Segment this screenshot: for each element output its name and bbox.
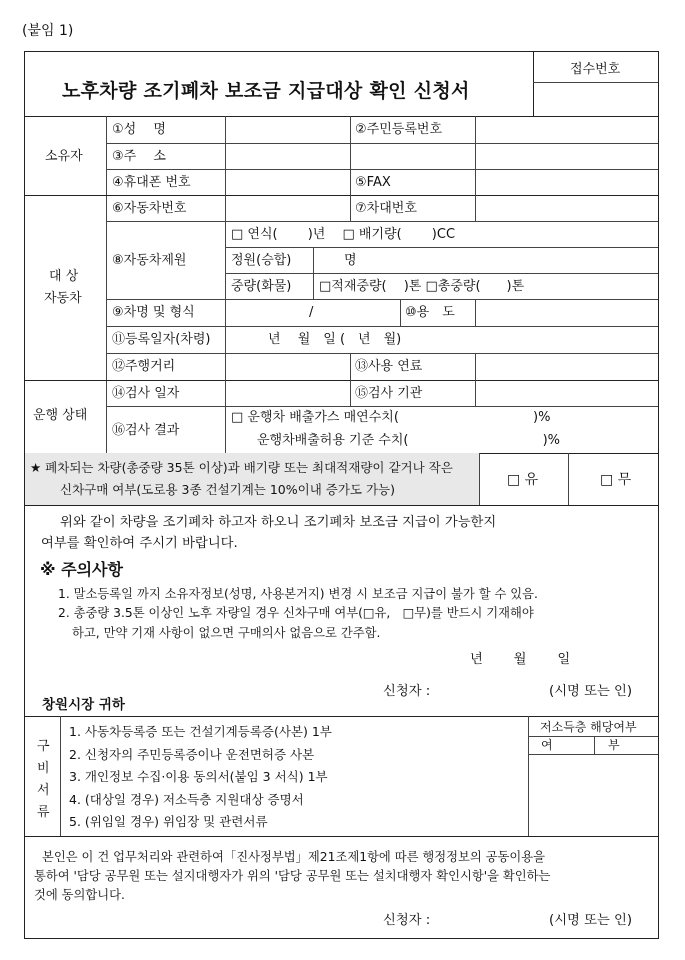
inspection-result-label: ⑯검사 결과 bbox=[112, 423, 180, 438]
fuel-field[interactable] bbox=[476, 355, 657, 379]
mileage-field[interactable] bbox=[226, 355, 349, 379]
fax-field[interactable] bbox=[476, 171, 657, 195]
address-field[interactable] bbox=[226, 145, 657, 169]
purchase-no-checkbox[interactable]: □ 무 bbox=[600, 472, 632, 488]
purchase-notice-line1: ★ 폐차되는 차량(총중량 35톤 이상)과 배기량 또는 최대적재량이 같거나 작은 bbox=[30, 460, 453, 475]
resident-no-label: ②주민등록번호 bbox=[355, 122, 443, 137]
capacity-label: 정원(승합) bbox=[231, 253, 292, 268]
document-item: 1. 사동차등록증 또는 건설기계등록증(사본) 1부 bbox=[69, 724, 332, 739]
form-title: 노후차량 조기폐차 보조금 지급대상 확인 신청서 bbox=[62, 80, 470, 102]
owner-name-label: ①성 명 bbox=[112, 122, 166, 137]
request-text-line2: 여부를 확인하여 주시기 바랍니다. bbox=[41, 536, 238, 551]
reg-date-label: ⑪등록일자(차령) bbox=[112, 332, 211, 347]
document-item: 3. 개인정보 수집·이용 동의서(붙임 3 서식) 1부 bbox=[69, 769, 328, 784]
usage-field[interactable] bbox=[476, 301, 657, 325]
signature-label[interactable]: (시명 또는 인) bbox=[549, 684, 633, 699]
address-label: ③주 소 bbox=[112, 149, 166, 164]
model-label: ⑨차명 및 형식 bbox=[112, 305, 195, 320]
phone-label: ④휴대폰 번호 bbox=[112, 175, 191, 190]
recipient-label: 창원시장 귀하 bbox=[42, 697, 125, 713]
car-no-label: ⑥자동차번호 bbox=[112, 201, 187, 216]
model-slash: / bbox=[309, 305, 314, 320]
mileage-label: ⑫주행거리 bbox=[112, 359, 176, 374]
purchase-notice-line2: 신차구매 여부(도로용 3종 건설기계는 10%이내 증가도 가능) bbox=[60, 482, 395, 497]
weight-label: 중량(화물) bbox=[231, 279, 292, 294]
consent-signature-label[interactable]: (시명 또는 인) bbox=[549, 913, 633, 928]
fuel-label: ⑬사용 연료 bbox=[355, 359, 423, 374]
purchase-yes-checkbox[interactable]: □ 유 bbox=[507, 472, 539, 488]
phone-field[interactable] bbox=[226, 171, 349, 195]
documents-section-char-1: 구 bbox=[37, 739, 50, 754]
inspection-date-field[interactable] bbox=[226, 382, 349, 406]
car-no-field[interactable] bbox=[226, 197, 349, 221]
low-income-no[interactable]: 부 bbox=[608, 738, 620, 752]
inspection-agency-field[interactable] bbox=[476, 382, 657, 406]
weight-text[interactable]: □적재중량( )톤 □총중량( )톤 bbox=[319, 279, 525, 294]
consent-line1: 본인은 이 건 업무처리와 관련하여「진사정부법」제21조제1항에 따른 행정정보의 공동이용을 bbox=[42, 850, 546, 864]
inspection-date-label: ⑭검사 일자 bbox=[112, 386, 180, 401]
resident-no-field[interactable] bbox=[476, 119, 657, 143]
caution-item-1: 1. 말소등록일 까지 소유자정보(성명, 사용본거지) 변경 시 보조금 지급이 불가 할 수 있음. bbox=[58, 587, 538, 601]
documents-section-char-2: 비 bbox=[37, 761, 50, 776]
caution-title: ※ 주의사항 bbox=[40, 560, 123, 579]
low-income-label: 저소득층 해당여부 bbox=[540, 720, 637, 734]
fax-label: ⑤FAX bbox=[355, 175, 391, 190]
title-bottom-line bbox=[25, 116, 658, 117]
caution-item-2b: 하고, 만약 기재 사항이 없으면 구매의사 없음으로 간주함. bbox=[72, 626, 381, 640]
document-item: 5. (위임일 경우) 위임장 및 관련서류 bbox=[69, 814, 268, 829]
owner-section-label: 소유자 bbox=[45, 149, 83, 164]
consent-applicant-label: 신청자 : bbox=[383, 913, 431, 928]
owner-name-field[interactable] bbox=[226, 119, 349, 143]
year-displacement-text[interactable]: □ 연식( )년 □ 배기량( )CC bbox=[231, 227, 456, 242]
applicant-label: 신청자 : bbox=[383, 684, 431, 699]
consent-line2: 통하여 '담당 공무원 또는 설지대행자가 위의 '담당 공무원 또는 설치대행자 확인시항'을 확인하는 bbox=[34, 869, 551, 883]
emission-value-text[interactable]: □ 운행차 배출가스 매연수치( )% bbox=[231, 410, 551, 425]
vehicle-section-label-1: 대 상 bbox=[49, 269, 79, 284]
document-item: 2. 신청자의 주민등록증이나 운전면허증 사본 bbox=[69, 747, 315, 762]
inspection-section-label: 운행 상태 bbox=[33, 408, 88, 423]
low-income-yes[interactable]: 여 bbox=[541, 738, 553, 752]
receipt-line bbox=[533, 82, 658, 83]
usage-label: ⑩용 도 bbox=[405, 305, 455, 320]
section-divider bbox=[106, 116, 107, 453]
receipt-divider bbox=[533, 52, 534, 116]
documents-section-char-4: 류 bbox=[37, 805, 50, 820]
receipt-no-label: 접수번호 bbox=[570, 62, 621, 77]
application-date[interactable]: 년 월 일 bbox=[470, 652, 571, 667]
specs-label: ⑧자동차제원 bbox=[112, 253, 187, 268]
consent-line3: 것에 동의합니다. bbox=[34, 888, 125, 902]
attachment-label: (붙임 1) bbox=[22, 23, 74, 39]
inspection-agency-label: ⑮검사 기관 bbox=[355, 386, 423, 401]
vehicle-section-label-2: 자동차 bbox=[44, 291, 82, 306]
request-text-line1: 위와 같이 차량을 조기폐차 하고자 하오니 조기폐차 보조금 지급이 가능한지 bbox=[60, 515, 497, 530]
documents-section-char-3: 서 bbox=[37, 783, 50, 798]
reg-date-text[interactable]: 년 월 일 ( 년 월) bbox=[268, 332, 402, 347]
document-item: 4. (대상일 경우) 저소득층 지원대상 증명서 bbox=[69, 792, 304, 807]
caution-item-2a: 2. 총중량 3.5톤 이상인 노후 자량일 경우 신차구매 여부(□유, □무)를 반드시 기재해야 bbox=[58, 606, 534, 620]
emission-standard-text[interactable]: 운행차배출허용 기준 수치( )% bbox=[257, 433, 561, 448]
capacity-unit: 명 bbox=[344, 253, 357, 268]
chassis-no-label: ⑦차대번호 bbox=[355, 201, 417, 216]
chassis-no-field[interactable] bbox=[476, 197, 657, 221]
